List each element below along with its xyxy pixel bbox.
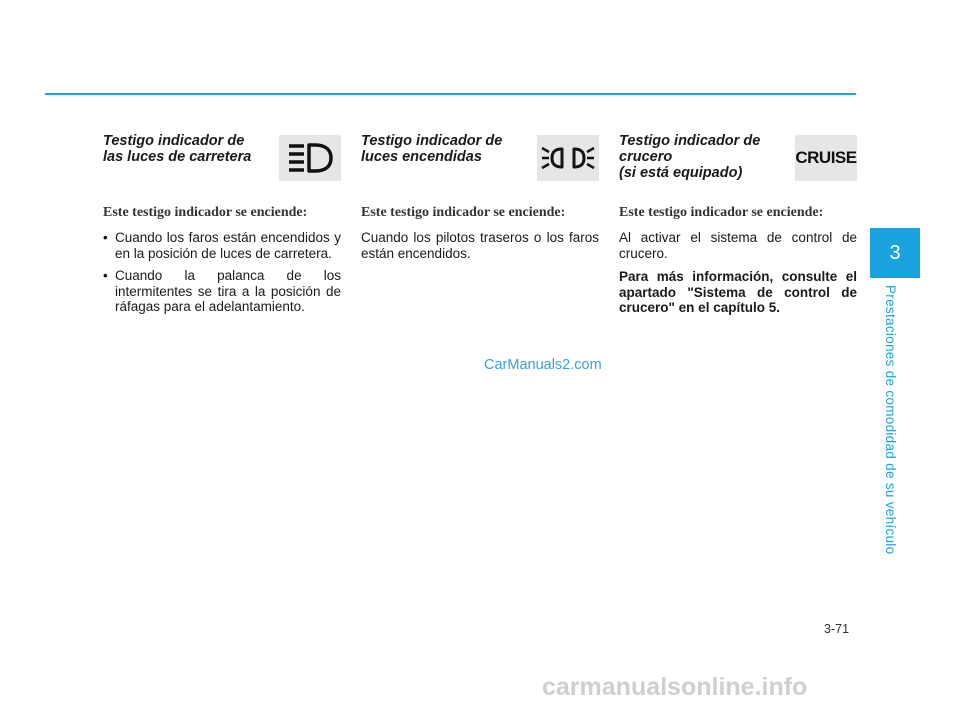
list-item-text: Cuando los faros están encendidos y en la posición de luces de carretera. — [115, 230, 341, 261]
list-item: • Cuando la palanca de los intermitentes se tira a la posición de ráfagas para el adelantamiento. — [103, 268, 341, 314]
chapter-tab — [870, 228, 920, 278]
page-number: 3-71 — [824, 622, 850, 636]
title-line: Testigo indicador de — [619, 133, 761, 149]
column-position-lights — [361, 133, 599, 269]
title-line: Testigo indicador de — [361, 133, 503, 149]
chapter-number: 3 — [889, 241, 901, 264]
body-text: Al activar el sistema de control de crucero. — [619, 230, 857, 261]
list-item-text: Cuando la palanca de los intermitentes se tira a la posición de ráfagas para el adelantamiento. — [115, 268, 341, 314]
title-line: crucero — [619, 149, 673, 165]
subheading: Este testigo indicador se enciende: — [361, 205, 566, 220]
chapter-label: Prestaciones de comodidad de su vehículo — [883, 285, 898, 555]
watermark: CarManuals2.com — [484, 357, 602, 373]
title-line: Testigo indicador de — [103, 133, 245, 149]
section-title — [619, 133, 789, 181]
section-title — [103, 133, 273, 165]
position-lights-icon — [537, 135, 599, 181]
title-line: (si está equipado) — [619, 165, 743, 181]
bullet-list — [103, 230, 341, 315]
subheading: Este testigo indicador se enciende: — [619, 205, 824, 220]
high-beam-icon — [279, 135, 341, 181]
body-text-bold: Para más información, consulte el apartado "Sistema de control de crucero" en el capítulo 5. — [619, 269, 857, 315]
cruise-icon-text: CRUISE — [795, 148, 857, 167]
title-line: las luces de carretera — [103, 149, 252, 165]
top-rule — [45, 93, 856, 95]
list-item: • Cuando los faros están encendidos y en la posición de luces de carretera. — [103, 230, 341, 261]
column-cruise — [619, 133, 857, 324]
cruise-icon — [795, 135, 857, 181]
subheading: Este testigo indicador se enciende: — [103, 205, 308, 220]
body-text: Cuando los pilotos traseros o los faros están encendidos. — [361, 230, 599, 261]
column-high-beam — [103, 133, 341, 322]
column-header — [361, 133, 599, 187]
section-title — [361, 133, 531, 165]
title-line: luces encendidas — [361, 149, 482, 165]
footer-watermark: carmanualsonline.info — [542, 673, 808, 701]
column-header — [103, 133, 341, 187]
column-header — [619, 133, 857, 187]
